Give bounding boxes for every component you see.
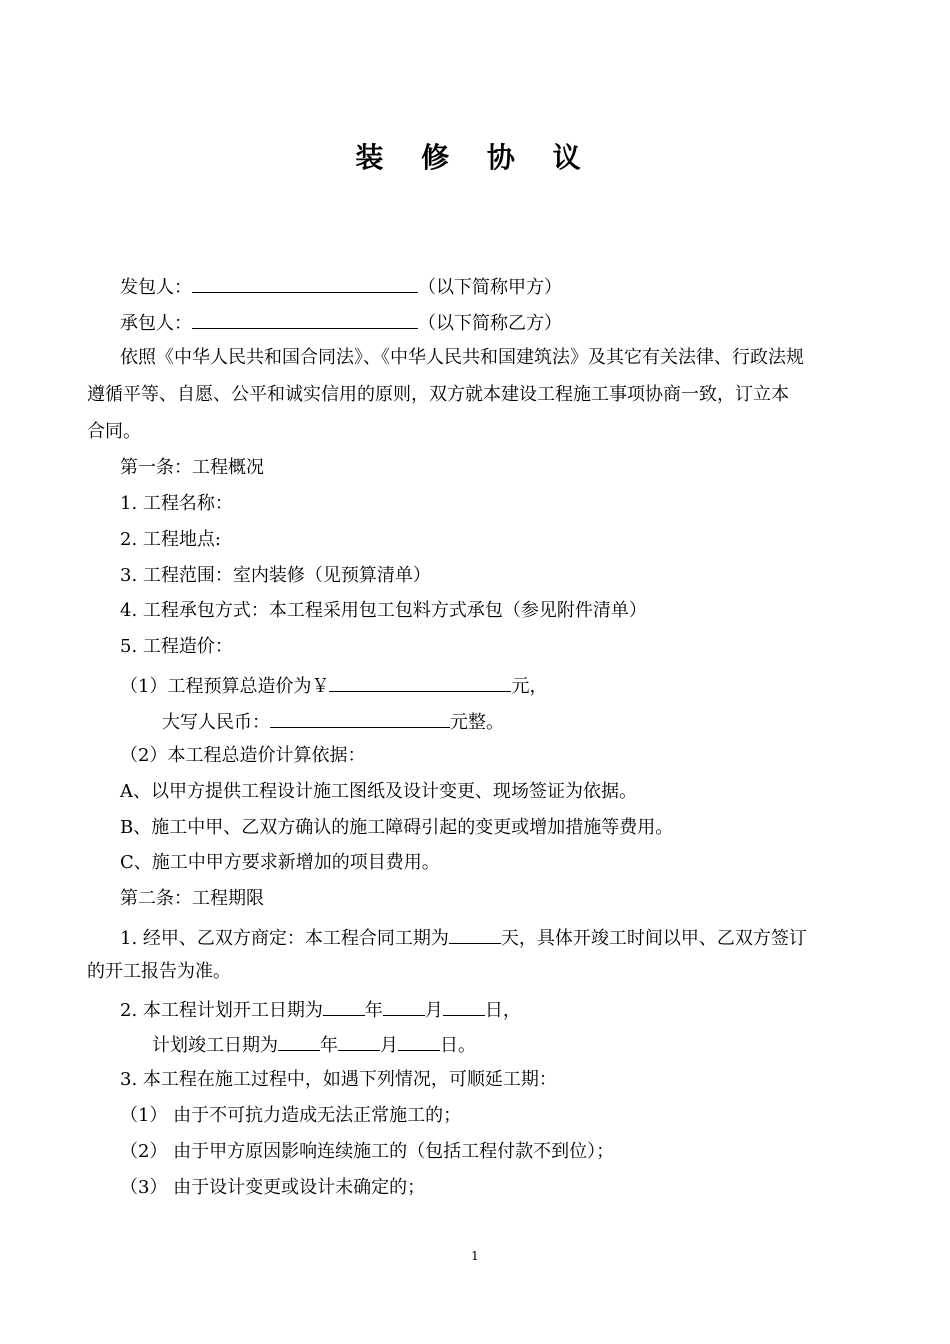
start-day-blank bbox=[443, 997, 485, 1016]
capital-line bbox=[162, 709, 504, 734]
article1-item2: 2. 工程地点: bbox=[120, 529, 221, 550]
article2-item3: 3. 本工程在施工过程中，如遇下列情况，可顺延工期： bbox=[120, 1069, 557, 1090]
party-b-label: 承包人： bbox=[120, 313, 192, 334]
article1-item3: 3. 工程范围：室内装修（见预算清单） bbox=[120, 565, 431, 586]
article1-item1: 1. 工程名称： bbox=[120, 493, 233, 514]
party-b-blank bbox=[192, 310, 418, 329]
capital-unit: 元整。 bbox=[450, 712, 504, 733]
capital-label: 大写人民币： bbox=[162, 712, 270, 733]
end-year-blank bbox=[278, 1032, 320, 1051]
price-blank bbox=[329, 673, 511, 692]
duration-suffix: 天，具体开竣工时间以甲、乙双方签订 bbox=[500, 928, 807, 949]
party-b-note: （以下简称乙方） bbox=[418, 313, 562, 334]
article2-item1 bbox=[120, 925, 807, 950]
capital-blank bbox=[270, 709, 450, 728]
start-date-line bbox=[120, 997, 521, 1022]
start-year-blank bbox=[323, 997, 365, 1016]
end-month-unit: 月 bbox=[380, 1035, 398, 1056]
price-line bbox=[120, 673, 547, 698]
party-a-note: （以下简称甲方） bbox=[418, 277, 562, 298]
start-month-unit: 月 bbox=[424, 1000, 443, 1021]
start-day-unit: 日， bbox=[484, 1000, 521, 1021]
price-unit: 元， bbox=[511, 676, 548, 697]
price-label: （1）工程预算总造价为￥ bbox=[120, 676, 330, 697]
start-date-label: 2. 本工程计划开工日期为 bbox=[120, 1000, 323, 1021]
intro-line-2: 遵循平等、自愿、公平和诚实信用的原则，双方就本建设工程施工事项协商一致，订立本 bbox=[87, 384, 789, 405]
article1-item5: 5. 工程造价： bbox=[120, 636, 233, 657]
party-a-blank bbox=[192, 274, 418, 293]
price-basis-a: A、以甲方提供工程设计施工图纸及设计变更、现场签证为依据。 bbox=[120, 781, 637, 802]
intro-line-3: 合同。 bbox=[87, 421, 141, 442]
price-basis-b: B、施工中甲、乙双方确认的施工障碍引起的变更或增加措施等费用。 bbox=[120, 817, 674, 838]
intro-line-1: 依照《中华人民共和国合同法》、《中华人民共和国建筑法》及其它有关法律、行政法规 bbox=[120, 347, 804, 368]
end-month-blank bbox=[338, 1032, 380, 1051]
article2-item1-line2: 的开工报告为准。 bbox=[87, 961, 231, 982]
extension-case-1: （1） 由于不可抗力造成无法正常施工的； bbox=[120, 1105, 462, 1126]
end-day-blank bbox=[398, 1032, 440, 1051]
party-a-label: 发包人： bbox=[120, 277, 192, 298]
extension-case-2: （2） 由于甲方原因影响连续施工的（包括工程付款不到位）； bbox=[120, 1141, 615, 1162]
document-title: 装 修 协 议 bbox=[355, 141, 595, 174]
end-date-line bbox=[152, 1032, 476, 1057]
extension-case-3: （3） 由于设计变更或设计未确定的； bbox=[120, 1177, 426, 1198]
start-month-blank bbox=[383, 997, 425, 1016]
duration-label: 1. 经甲、乙双方商定：本工程合同工期为 bbox=[120, 928, 449, 949]
duration-blank bbox=[449, 925, 501, 944]
price-basis-c: C、施工中甲方要求新增加的项目费用。 bbox=[120, 852, 440, 873]
start-year-unit: 年 bbox=[364, 1000, 383, 1021]
end-date-label: 计划竣工日期为 bbox=[152, 1035, 278, 1056]
party-a-line bbox=[120, 274, 562, 299]
party-b-line bbox=[120, 310, 562, 335]
article1-heading: 第一条：工程概况 bbox=[120, 457, 264, 478]
end-day-unit: 日。 bbox=[440, 1035, 476, 1056]
page-number: 1 bbox=[471, 1249, 479, 1263]
end-year-unit: 年 bbox=[320, 1035, 338, 1056]
price-basis: （2）本工程总造价计算依据： bbox=[120, 745, 366, 766]
article1-item4: 4. 工程承包方式：本工程采用包工包料方式承包（参见附件清单） bbox=[120, 600, 647, 621]
article2-heading: 第二条：工程期限 bbox=[120, 888, 264, 909]
